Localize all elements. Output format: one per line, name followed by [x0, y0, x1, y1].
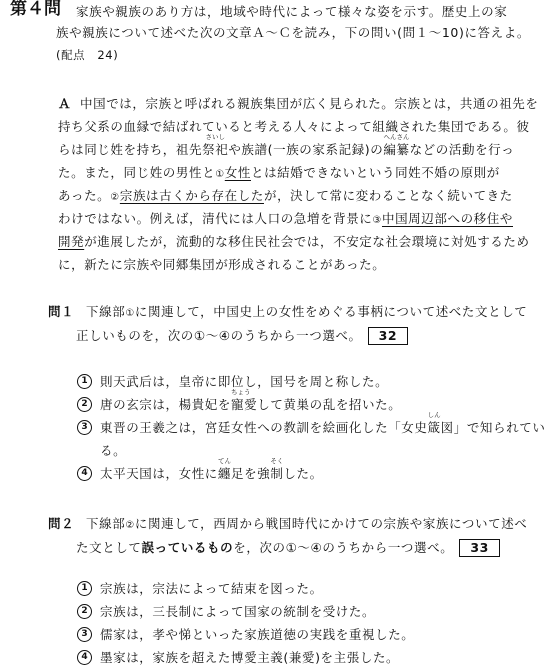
- text-segment: 下線部: [86, 516, 126, 531]
- option-number-3[interactable]: 3: [77, 420, 92, 435]
- q1-option-4[interactable]: [100, 457, 323, 482]
- ruby-base: 寵: [231, 397, 245, 412]
- ruby-word: [202, 133, 229, 158]
- q1-stem-line-1: [86, 304, 527, 322]
- q1-option-3[interactable]: [100, 411, 545, 436]
- underlined-text-2: 宗族は古くから存在した: [119, 188, 264, 203]
- emphasis-text: 誤っているもの: [141, 540, 234, 555]
- underline-ref: ①: [125, 308, 135, 319]
- ruby-word: [383, 133, 410, 158]
- underline-ref: ②: [125, 520, 135, 531]
- ruby-word: [231, 457, 323, 482]
- option-number-1[interactable]: 1: [77, 581, 92, 596]
- text-segment: 足を強制した。: [231, 466, 323, 481]
- passage-line-2: 持ち父系の血縁で結ばれていると考える人々によって組織された集団である。彼: [58, 119, 530, 134]
- text-segment: が進展したが，流動的な移住民社会では，不安定な社会環境に対処するため: [84, 234, 530, 249]
- option-number-2[interactable]: 2: [77, 604, 92, 619]
- passage-marker: Ａ: [58, 96, 72, 111]
- q1-option-1[interactable]: 則天武后は，皇帝に即位し，国号を周と称した。: [100, 374, 389, 389]
- underlined-text-1: 女性: [224, 165, 251, 180]
- text-segment: 愛して黄巣の乱を招いた。: [244, 397, 402, 412]
- option-number-1[interactable]: 1: [77, 374, 92, 389]
- text-segment: わけではない。例えば，清代には人口の急増を背景に: [58, 211, 373, 226]
- text-segment: 太平天国は，女性に: [100, 466, 218, 481]
- text-segment: を，次の①～④のうちから一つ選べ。: [233, 540, 454, 555]
- text-segment: などの活動を行っ: [409, 142, 515, 157]
- q1-stem-line-2: [76, 327, 408, 345]
- ruby-reading: ちょう: [231, 388, 251, 396]
- text-segment: あった。: [58, 188, 111, 203]
- passage-line-7: [58, 234, 530, 250]
- q2-option-3[interactable]: 儒家は，孝や悌といった家族道徳の実践を重視した。: [100, 627, 415, 642]
- option-number-3[interactable]: 3: [77, 627, 92, 642]
- text-segment: 図」で知られてい: [440, 420, 545, 435]
- intro-line-1: 家族や親族のあり方は，地域や時代によって様々な姿を示す。歴史上の家: [76, 4, 508, 19]
- q1-label: 問１: [48, 304, 75, 319]
- passage-line-6: [58, 211, 513, 229]
- points-note: (配点 24): [56, 48, 119, 62]
- underline-number: ②: [110, 192, 120, 203]
- q1-option-3-cont: る。: [100, 443, 127, 458]
- q1-option-2[interactable]: [100, 388, 402, 413]
- text-segment: らは同じ姓を持ち，祖先: [58, 142, 203, 157]
- option-number-2[interactable]: 2: [77, 397, 92, 412]
- passage-line-5: [58, 188, 513, 206]
- ruby-base: 纏: [217, 466, 232, 481]
- text-segment: た文として: [76, 540, 142, 555]
- passage-line-8: に，新たに宗族や同郷集団が形成されることがあった。: [58, 257, 386, 272]
- text-segment: が，決して常に変わることなく続いてきた: [263, 188, 513, 203]
- passage-line-1: 中国では，宗族と呼ばれる親族集団が広く見られた。宗族とは，共通の祖先を: [80, 96, 539, 111]
- ruby-reading: しん: [427, 411, 441, 419]
- q2-option-1[interactable]: 宗族は，宗法によって結束を図った。: [100, 581, 323, 596]
- option-number-4[interactable]: 4: [77, 466, 92, 481]
- text-segment: に関連して，西周から戦国時代にかけての宗族や家族について述べ: [134, 516, 528, 531]
- ruby-reading: へんさん: [383, 133, 410, 141]
- ruby-base: 箴: [427, 420, 441, 435]
- ruby-base: 祭祀: [202, 142, 229, 157]
- q2-label: 問２: [48, 516, 75, 531]
- underlined-text-3-cont: 開発: [58, 234, 85, 249]
- passage-line-3: [58, 133, 515, 158]
- ruby-reading: そく: [270, 457, 284, 465]
- question-number: 第４問: [10, 0, 61, 19]
- underline-number: ①: [215, 169, 225, 180]
- text-segment: 下線部: [86, 304, 126, 319]
- text-segment: 正しいものを，次の①～④のうちから一つ選べ。: [76, 328, 362, 343]
- ruby-reading: てん: [217, 457, 231, 465]
- text-segment: 東晋の王羲之は，宮廷女性への教訓を絵画化した「女史: [100, 420, 428, 435]
- q2-option-4[interactable]: 墨家は，家族を超えた博愛主義(兼愛)を主張した。: [100, 650, 400, 665]
- intro-line-2: 族や親族について述べた次の文章Ａ～Ｃを読み，下の問い(問１～10)に答えよ。: [56, 25, 530, 40]
- ruby-word: [427, 411, 441, 436]
- q2-option-2[interactable]: 宗族は，三長制によって国家の統制を受けた。: [100, 604, 376, 619]
- underline-number: ③: [372, 215, 382, 226]
- passage-line-4: [58, 165, 500, 183]
- ruby-word: [231, 388, 251, 413]
- q2-stem-line-2: [76, 539, 500, 557]
- option-number-4[interactable]: 4: [77, 650, 92, 665]
- text-segment: に関連して，中国史上の女性をめぐる事柄について述べた文として: [134, 304, 528, 319]
- text-segment: 唐の玄宗は，楊貴妃を: [100, 397, 232, 412]
- ruby-reading: さいし: [205, 133, 225, 141]
- text-segment: た。また，同じ姓の男性と: [58, 165, 216, 180]
- underlined-text-3: 中国周辺部への移住や: [381, 211, 513, 226]
- q2-stem-line-1: [86, 516, 527, 534]
- answer-box[interactable]: 32: [368, 327, 409, 345]
- ruby-word: [217, 457, 232, 482]
- text-segment: や族譜(一族の家系記録)の: [228, 142, 384, 157]
- ruby-base: 編纂: [383, 142, 410, 157]
- answer-box[interactable]: 33: [459, 539, 500, 557]
- text-segment: とは結婚できないという同姓不婚の原則が: [250, 165, 500, 180]
